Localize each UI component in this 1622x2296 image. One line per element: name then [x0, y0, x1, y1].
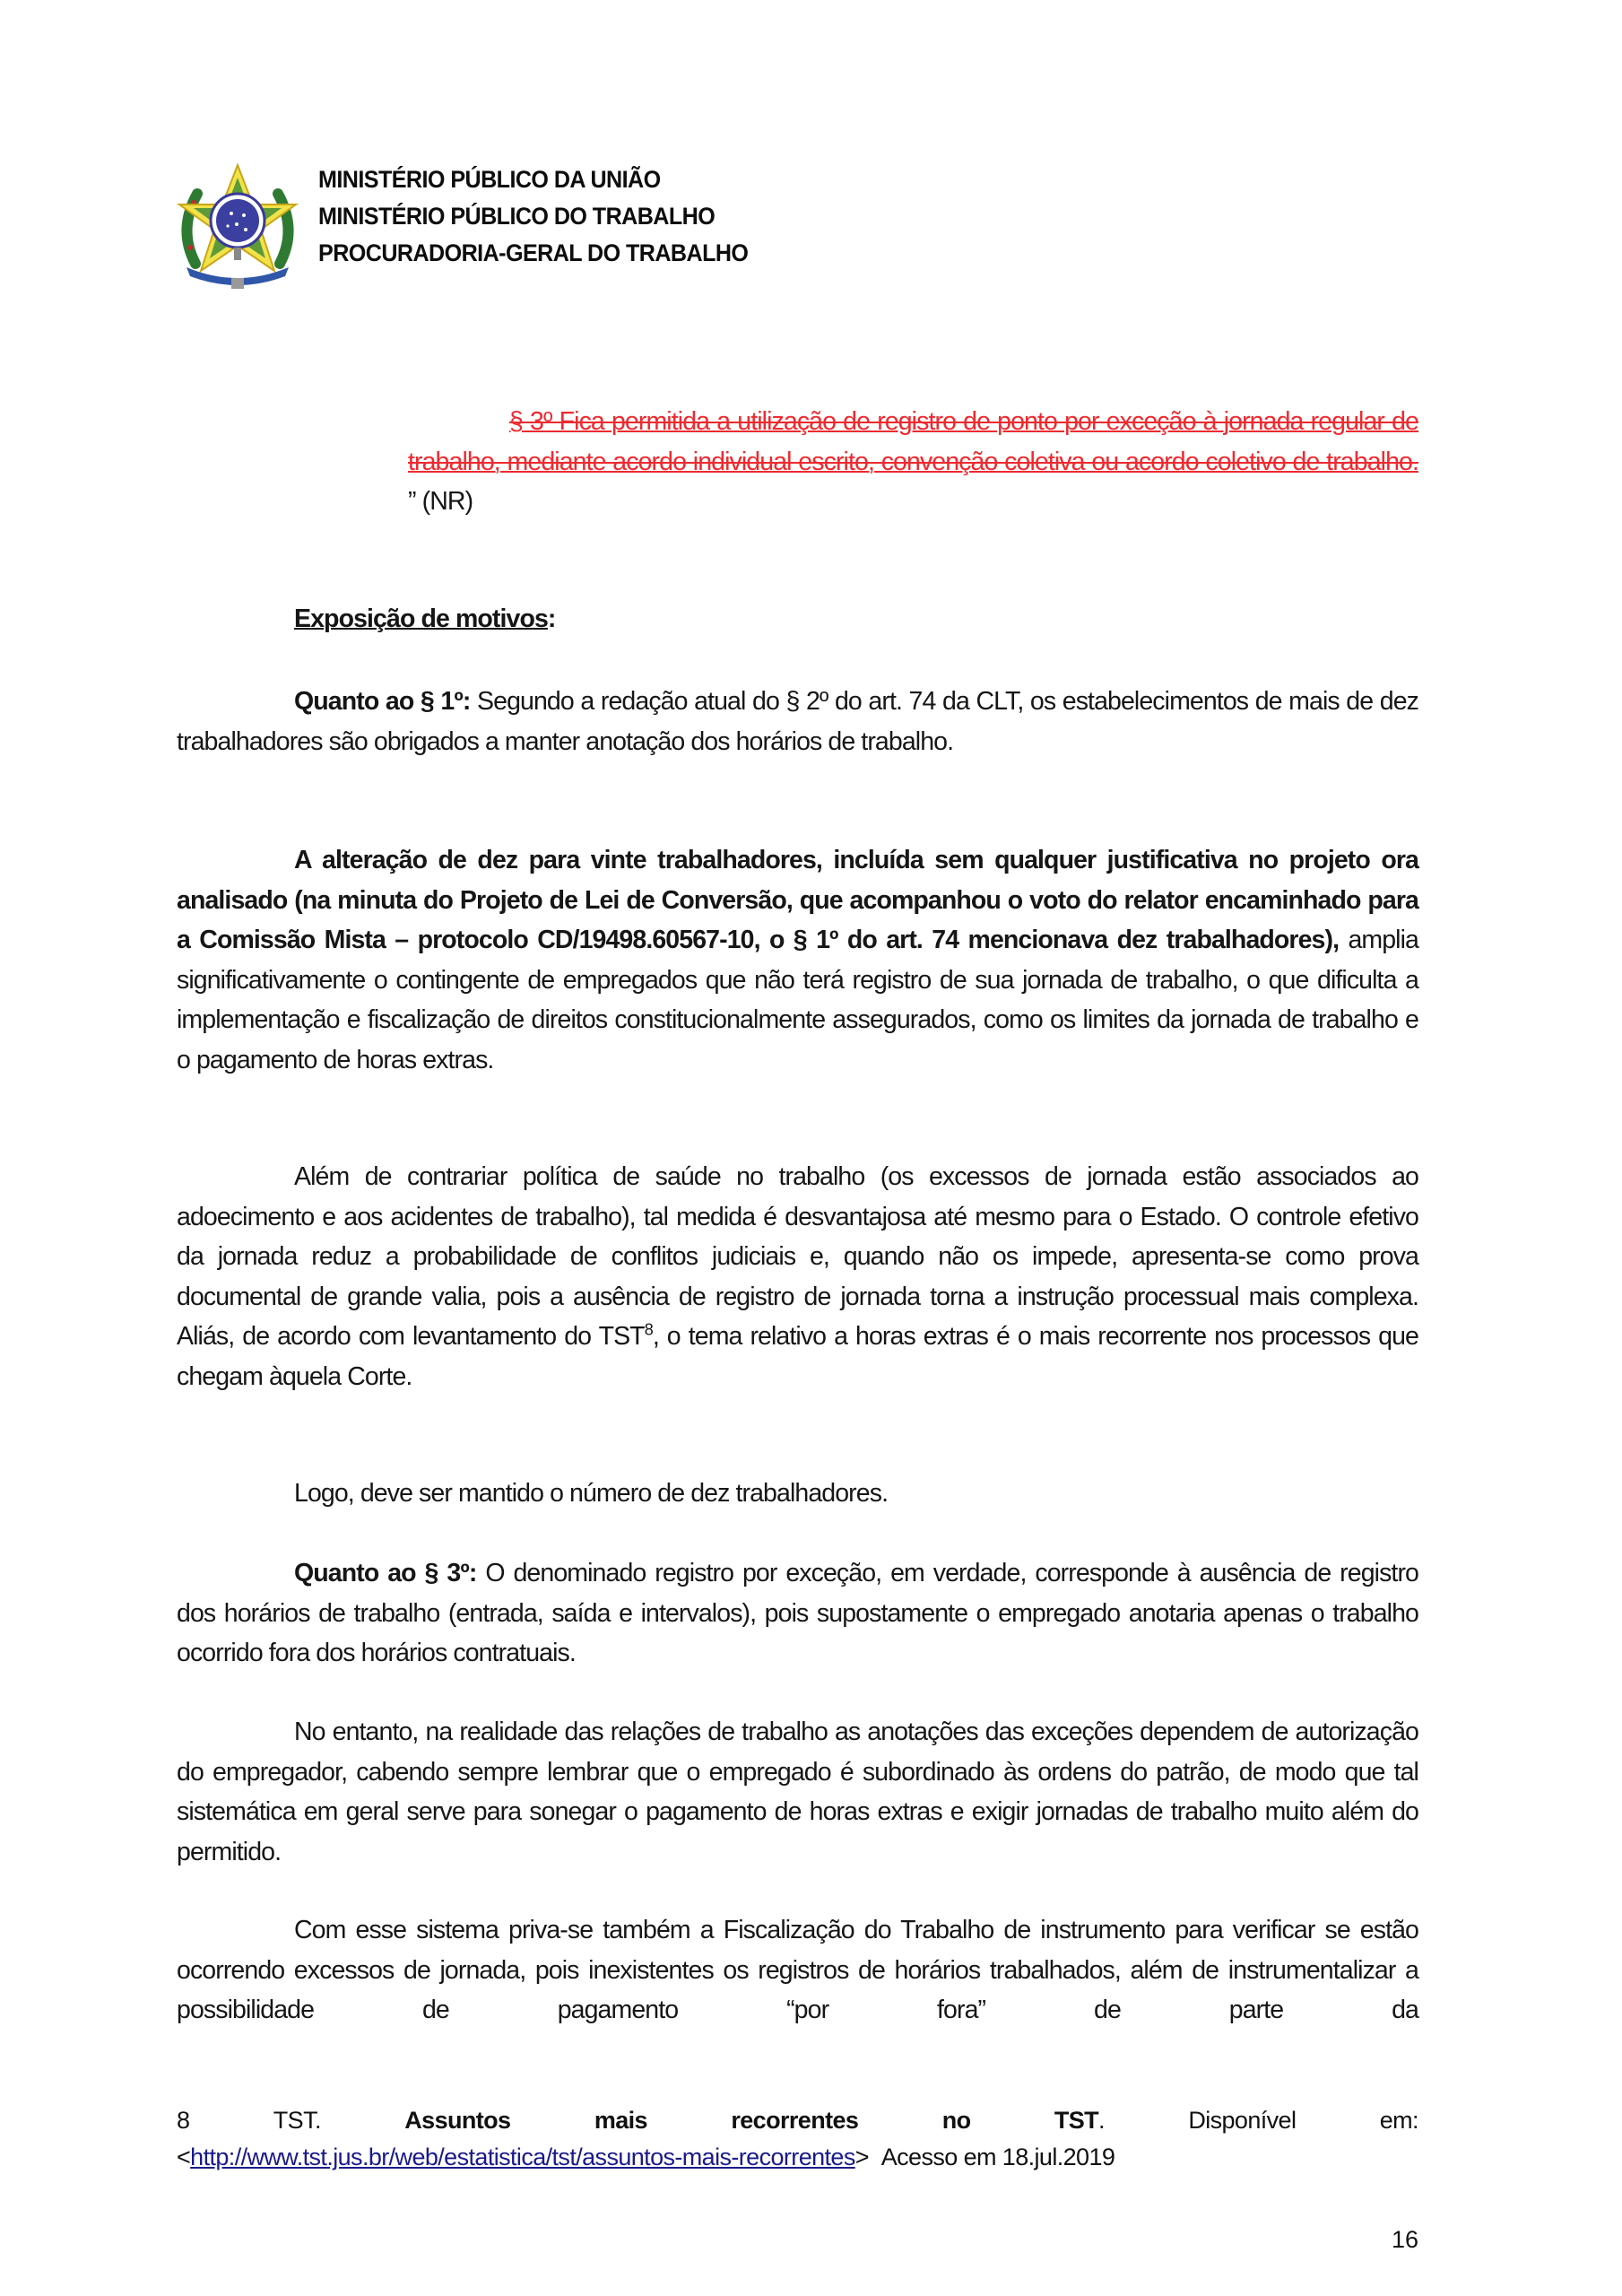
paragraph-7-text: Com esse sistema priva-se também a Fiscalização do Trabalho de instrumento para verificar se estão ocorrendo excessos de jornada, pois inexistentes os registros de horários trabalhados, além de instrumentalizar a possibilidade de pagamento “por fora” de parte da	[177, 1916, 1418, 2024]
paragraph-7	[177, 1910, 1418, 2031]
footnote-title-word-1: Assuntos	[404, 2107, 511, 2134]
institution-line-1: MINISTÉRIO PÚBLICO DA UNIÃO	[318, 166, 661, 193]
footnote-source: TST.	[273, 2107, 321, 2134]
page-number: 16	[1391, 2226, 1418, 2253]
footnote-title-word-5: TST	[1054, 2107, 1099, 2134]
footnote-available: Disponível	[1188, 2107, 1297, 2134]
nr-marker: ” (NR)	[408, 487, 473, 516]
struck-clause	[408, 402, 1418, 522]
footnote-access-date: Acesso em 18.jul.2019	[880, 2144, 1115, 2170]
paragraph-6	[177, 1712, 1418, 1872]
footnote-line-1	[177, 2102, 1418, 2139]
footnote	[177, 2102, 1418, 2176]
footnote-line-2	[177, 2139, 1418, 2176]
letterhead	[170, 158, 749, 292]
footnote-title-end-group	[1054, 2102, 1105, 2139]
section-heading-text: Exposição de motivos	[294, 604, 548, 633]
institution-line-3: PROCURADORIA-GERAL DO TRABALHO	[318, 239, 749, 266]
paragraph-5	[177, 1553, 1418, 1674]
paragraph-4	[177, 1474, 1418, 1514]
footnote-close-bracket: >	[854, 2144, 869, 2170]
paragraph-1	[177, 682, 1418, 761]
footnote-ref[interactable]: 8	[644, 1320, 653, 1339]
paragraph-2-text: amplia significativamente o contingente de empregados que não terá registro de sua jornada de trabalho, o que dificulta a implementação e fiscalização de direitos constitucionalmente assegurados, como os limites da jornada de trabalho e o pagamento de horas extras.	[177, 926, 1418, 1074]
paragraph-5-text: O denominado registro por exceção, em verdade, corresponde à ausência de registro dos horários de trabalho (entrada, saída e intervalos), pois supostamente o empregado anotaria apenas o trabalho ocorrido fora dos horários contratuais.	[177, 1559, 1418, 1667]
paragraph-1-text: Segundo a redação atual do § 2º do art. 74 da CLT, os estabelecimentos de mais de dez trabalhadores são obrigados a manter anotação dos horários de trabalho.	[177, 687, 1418, 756]
footnote-number: 8	[177, 2107, 190, 2134]
brazil-coat-of-arms-icon	[170, 158, 305, 292]
paragraph-3	[177, 1157, 1418, 1396]
footnote-title-word-3: recorrentes	[731, 2107, 859, 2134]
footnote-title-word-4: no	[941, 2107, 971, 2134]
section-heading-colon: :	[547, 604, 556, 633]
footnote-title-word-2: mais	[594, 2107, 647, 2134]
struck-clause-text: § 3º Fica permitida a utilização de registro de ponto por exceção à jornada regular de trabalho, mediante acordo individual escrito, convenção coletiva ou acordo coletivo de trabalho.	[408, 407, 1418, 476]
footnote-open-bracket: <	[177, 2144, 191, 2170]
paragraph-2-bold: A alteração de dez para vinte trabalhadores, incluída sem qualquer justificativa no projeto ora analisado (na minuta do Projeto de Lei de Conversão, que acompanhou o voto do relator encaminhado para a Comissão Mista – protocolo CD/19498.60567-10, o § 1º do art. 74 mencionava dez trabalhadores),	[177, 846, 1418, 954]
paragraph-2	[177, 840, 1418, 1080]
paragraph-6-text: No entanto, na realidade das relações de trabalho as anotações das exceções dependem de autorização do empregador, cabendo sempre lembrar que o empregado é subordinado às ordens do patrão, de modo que tal sistemática em geral serve para sonegar o pagamento de horas extras e exigir jornadas de trabalho muito além do permitido.	[177, 1718, 1418, 1866]
paragraph-5-lead: Quanto ao § 3º:	[294, 1559, 477, 1587]
section-heading	[294, 599, 556, 639]
paragraph-3-text-before: Além de contrariar política de saúde no trabalho (os excessos de jornada estão associados ao adoecimento e aos acidentes de trabalho), tal medida é desvantajosa até mesmo para o Estado. O controle efetivo da jornada reduz a probabilidade de conflitos judiciais e, quando não os impede, apresenta-se como prova documental de grande valia, pois a ausência de registro de jornada torna a instrução processual mais complexa. Aliás, de acordo com levantamento do TST	[177, 1162, 1418, 1351]
paragraph-3-text-after: , o tema relativo a horas extras é o mais recorrente nos processos que chegam àquela Corte.	[177, 1322, 1418, 1391]
footnote-url-link[interactable]: http://www.tst.jus.br/web/estatistica/tst/assuntos-mais-recorrentes	[190, 2144, 855, 2170]
paragraph-4-text: Logo, deve ser mantido o número de dez trabalhadores.	[294, 1479, 889, 1508]
footnote-em: em:	[1379, 2107, 1418, 2134]
footnote-title-period: .	[1098, 2107, 1105, 2134]
institution-names	[318, 161, 781, 272]
institution-line-2: MINISTÉRIO PÚBLICO DO TRABALHO	[318, 203, 716, 230]
paragraph-1-lead: Quanto ao § 1º:	[294, 687, 471, 716]
